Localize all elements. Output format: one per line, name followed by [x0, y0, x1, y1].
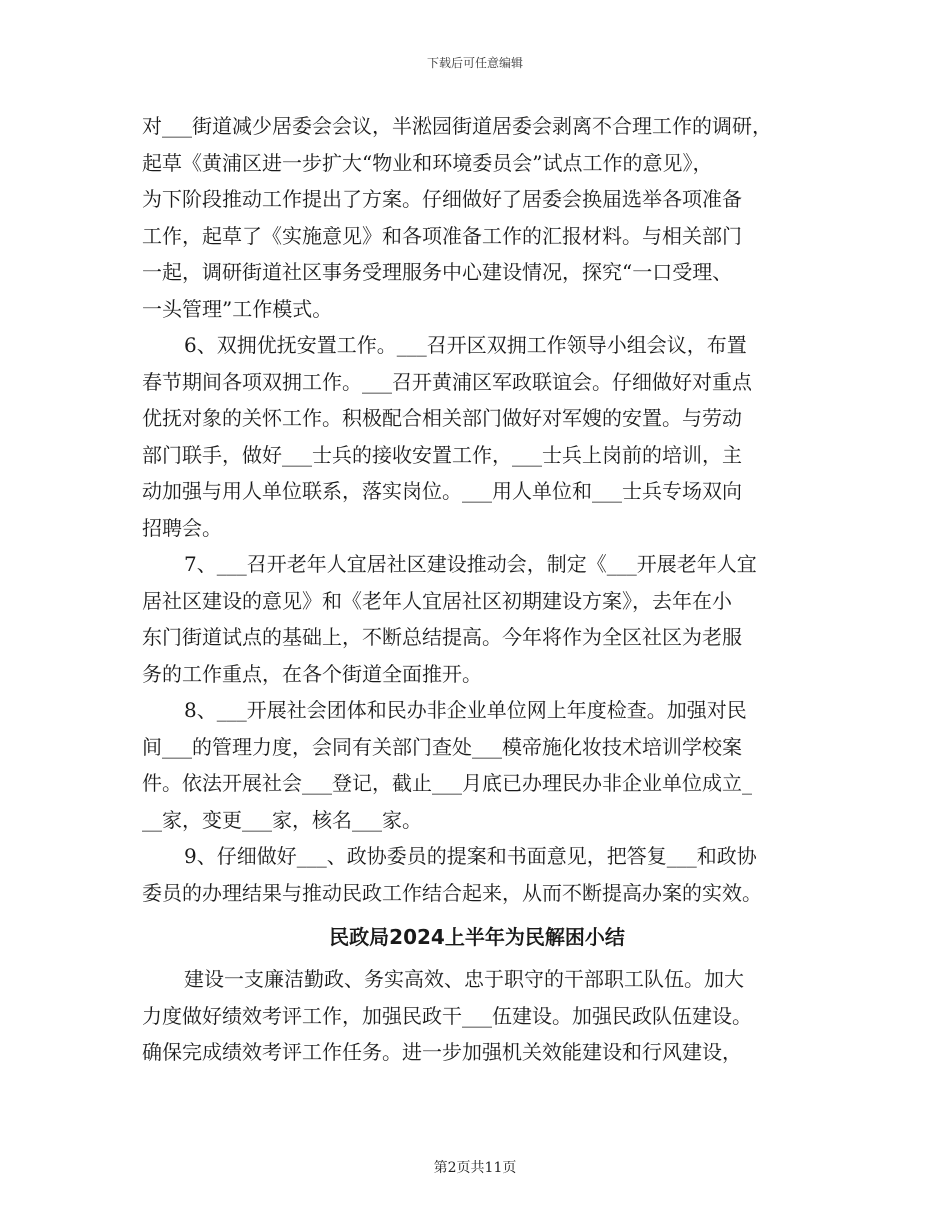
text-line: 9、仔细做好___、政协委员的提案和书面意见，把答复___和政协	[184, 844, 757, 868]
page-header: 下载后可任意编辑	[426, 56, 523, 70]
text-line: 件。依法开展社会___登记，截止___月底已办理民办非企业单位成立_	[142, 771, 752, 795]
paragraph-2	[142, 327, 812, 546]
text-line: 东门街道试点的基础上，不断总结提高。今年将作为全区社区为老服	[142, 625, 742, 649]
text-line: 8、___开展社会团体和民办非企业单位网上年度检查。加强对民	[184, 698, 747, 722]
paragraph-1	[142, 108, 812, 327]
text-line: 工作，起草了《实施意见》和各项准备工作的汇报材料。与相关部门	[142, 223, 742, 248]
paragraph-4	[142, 692, 812, 838]
text-line: 7、___召开老年人宜居社区建设推动会，制定《___开展老年人宜	[184, 552, 757, 576]
text-line: 委员的办理结果与推动民政工作结合起来，从而不断提高办案的实效。	[142, 880, 762, 905]
text-line: 为下阶段推动工作提出了方案。仔细做好了居委会换届选举各项准备	[142, 187, 742, 211]
text-line: 6、双拥优抚安置工作。___召开区双拥工作领导小组会议，布置	[184, 333, 747, 357]
text-line: 一起，调研街道社区事务受理服务中心建设情况，探究“一口受理、	[142, 260, 733, 284]
document-body	[142, 108, 812, 1071]
page-number: 第2页共11页	[433, 1160, 517, 1176]
text-line: 建设一支廉洁勤政、务实高效、忠于职守的干部职工队伍。加大	[184, 967, 744, 991]
text-line: 优抚对象的关怀工作。积极配合相关部门做好对军嫂的安置。与劳动	[142, 406, 742, 430]
paragraph-3	[142, 546, 812, 692]
text-line: __家，变更___家，核名___家。	[142, 807, 422, 832]
text-line: 春节期间各项双拥工作。___召开黄浦区军政联谊会。仔细做好对重点	[142, 369, 752, 394]
text-line: 起草《黄浦区进一步扩大“物业和环境委员会”试点工作的意见》，	[142, 150, 713, 175]
text-line: 间___的管理力度，会同有关部门查处___模帝施化妆技术培训学校案	[142, 734, 742, 759]
paragraph-5	[142, 838, 812, 911]
text-line: 部门联手，做好___士兵的接收安置工作，___士兵上岗前的培训，主	[142, 442, 742, 467]
text-line: 力度做好绩效考评工作，加强民政干___伍建设。加强民政队伍建设。	[142, 1003, 752, 1028]
section-heading: 民政局2024上半年为民解困小结	[329, 925, 625, 949]
text-line: 招聘会。	[142, 515, 222, 540]
paragraph-6	[142, 961, 812, 1071]
text-line: 确保完成绩效考评工作任务。进一步加强机关效能建设和行风建设，	[142, 1040, 742, 1064]
text-line: 动加强与用人单位联系，落实岗位。___用人单位和___士兵专场双向	[142, 479, 742, 503]
text-line: 务的工作重点，在各个街道全面推开。	[142, 661, 482, 686]
text-line: 对___街道减少居委会会议，半淞园街道居委会剥离不合理工作的调研，	[142, 114, 772, 138]
text-line: 居社区建设的意见》和《老年人宜居社区初期建设方案》，去年在小	[142, 588, 732, 613]
text-line: 一头管理”工作模式。	[142, 296, 333, 321]
